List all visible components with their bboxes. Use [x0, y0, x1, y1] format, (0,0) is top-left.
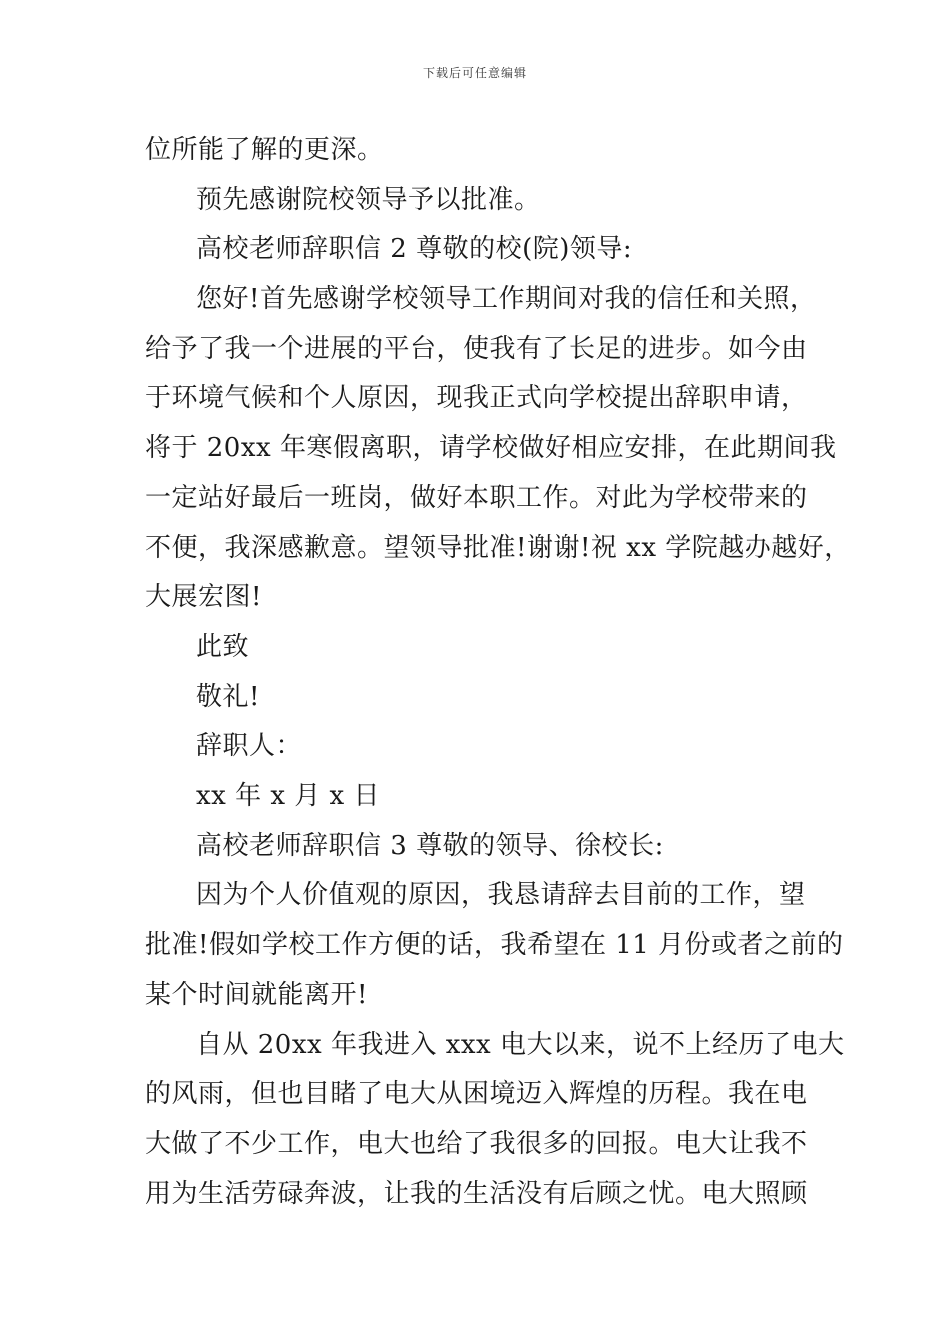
- text-line: 某个时间就能离开!: [145, 980, 368, 1010]
- signature-label: 辞职人：: [196, 731, 303, 761]
- text-line: 给予了我一个进展的平台，使我有了长足的进步。如今由: [145, 334, 808, 364]
- text-line: 的风雨，但也目睹了电大从困境迈入辉煌的历程。我在电: [145, 1079, 808, 1109]
- closing-text: 敬礼!: [196, 682, 260, 712]
- text-line: 您好!首先感谢学校领导工作期间对我的信任和关照，: [196, 284, 817, 314]
- date-text: xx 年 x 月 x 日: [196, 781, 380, 811]
- text-line: 用为生活劳碌奔波，让我的生活没有后顾之忧。电大照顾: [145, 1179, 808, 1209]
- page-header: 下载后可任意编辑: [422, 66, 527, 80]
- text-line: 大做了不少工作，电大也给了我很多的回报。电大让我不: [145, 1129, 808, 1159]
- letter-heading: 高校老师辞职信 3 尊敬的领导、徐校长:: [196, 831, 664, 861]
- letter-heading: 高校老师辞职信 2 尊敬的校(院)领导:: [196, 234, 633, 264]
- text-line: 因为个人价值观的原因，我恳请辞去目前的工作，望: [196, 880, 806, 910]
- text-line: 于环境气候和个人原因，现我正式向学校提出辞职申请，: [145, 383, 808, 413]
- closing-text: 此致: [196, 632, 250, 662]
- text-line: 批准!假如学校工作方便的话，我希望在 11 月份或者之前的: [145, 930, 844, 960]
- text-line: 将于 20xx 年寒假离职，请学校做好相应安排，在此期间我: [145, 433, 837, 463]
- text-line: 自从 20xx 年我进入 xxx 电大以来，说不上经历了电大: [196, 1030, 845, 1060]
- text-line: 一定站好最后一班岗，做好本职工作。对此为学校带来的: [145, 483, 808, 513]
- text-line: 大展宏图!: [145, 582, 262, 612]
- text-line: 预先感谢院校领导予以批准。: [196, 185, 541, 215]
- text-line: 不便，我深感歉意。望领导批准!谢谢!祝 xx 学院越办越好，: [145, 533, 851, 563]
- text-line: 位所能了解的更深。: [145, 135, 384, 165]
